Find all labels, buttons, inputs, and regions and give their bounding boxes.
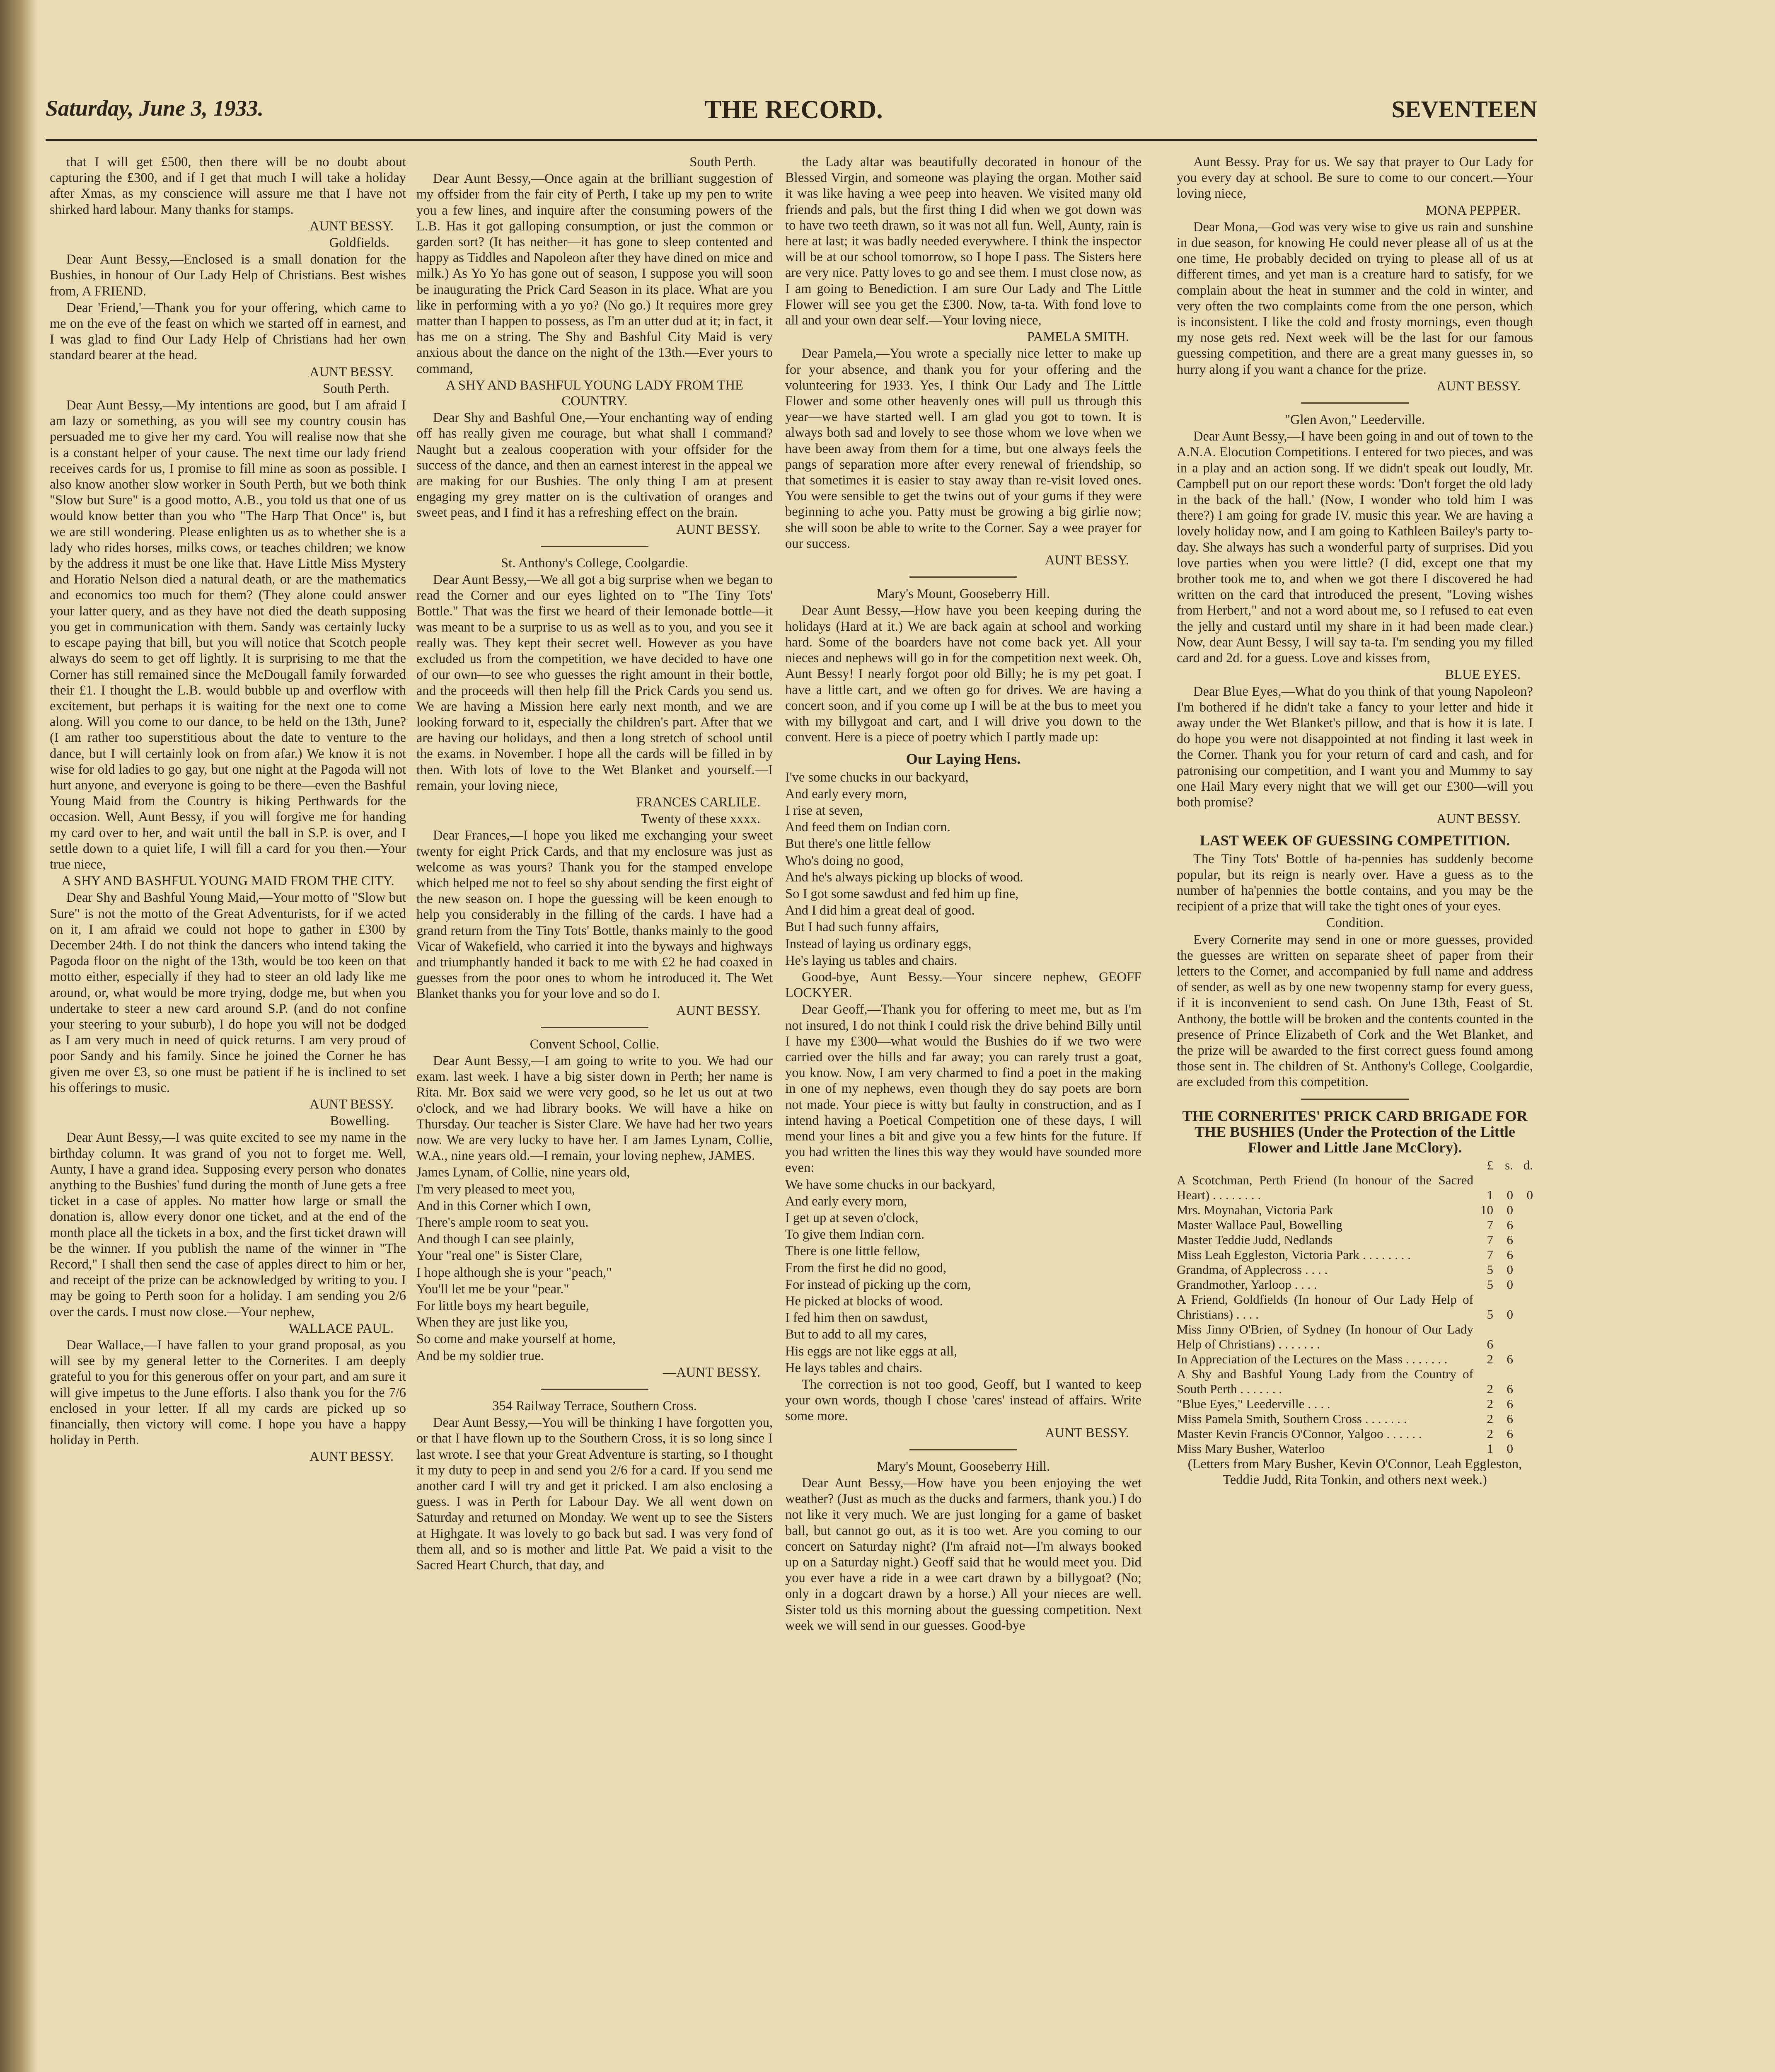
poem-line: But to add to all my cares, xyxy=(785,1327,927,1342)
poem-line: But there's one little fellow xyxy=(785,836,931,852)
poem-line: From the first he did no good, xyxy=(785,1260,947,1276)
amount-shillings: 10 xyxy=(1480,1203,1493,1218)
letter-location: "Glen Avon," Leederville. xyxy=(1284,412,1425,428)
signature: FRANCES CARLILE. xyxy=(636,794,760,810)
donations-units-row xyxy=(1177,1158,1533,1173)
table-row xyxy=(1177,1262,1533,1277)
letter-text: Dear Aunt Bessy,—How have you been keeping during the holidays (Hard at it.) We are back again at school and working hard. Some of the boarders have not come back yet. All your nieces and nephews will go in for the competition next week. Oh, Aunt Bessy! I nearly forgot poor old Billy; he is my pet goat. I have a little cart, and we often go for drives. We are having a concert soon, and if you come up I will be at the bus to meet you with my billygoat and cart, and I will drive you down to the convent. Here is a piece of poetry which I partly made up: xyxy=(785,603,1141,745)
poem-line: I've some chucks in our backyard, xyxy=(785,770,969,785)
poem-line: He's laying us tables and chairs. xyxy=(785,953,958,968)
donor-name: Miss Jinny O'Brien, of Sydney (In honour of Our Lady Help of Christians) . . . . . . . xyxy=(1177,1322,1473,1352)
letter-location: 354 Railway Terrace, Southern Cross. xyxy=(492,1399,697,1414)
poem-line: To give them Indian corn. xyxy=(785,1227,925,1242)
signature: BLUE EYES. xyxy=(1445,667,1521,683)
donor-name: In Appreciation of the Lectures on the Mass . . . . . . . xyxy=(1177,1352,1448,1367)
amount-pence: 6 xyxy=(1507,1426,1513,1441)
table-row xyxy=(1177,1218,1533,1232)
amount-shillings: 2 xyxy=(1487,1426,1493,1441)
table-row xyxy=(1177,1247,1533,1262)
poem-line: For instead of picking up the corn, xyxy=(785,1277,971,1292)
letter-location: Convent School, Collie. xyxy=(530,1036,660,1052)
reply-text: Dear Blue Eyes,—What do you think of that young Napoleon? I'm bothered if he didn't take a fancy to your letter and hide it away under the Wet Blanket's pillow, and that is how it is late. I do hope you were not disappointed at not finding it last week in the Corner. Thank you for your return of card and cash, and for patronising our competition, and I want you and Mummy to say one Hail Mary every night that we will get our £300—will you both promise? xyxy=(1177,684,1533,810)
signature: AUNT BESSY. xyxy=(1436,811,1521,827)
donor-name: Mrs. Moynahan, Victoria Park xyxy=(1177,1203,1333,1218)
letter-text: Dear Aunt Bessy,—Enclosed is a small donation for the Bushies, in honour of Our Lady Help of Christians. Best wishes from, A FRIEND. xyxy=(50,252,406,299)
poem-line: He picked at blocks of wood. xyxy=(785,1294,943,1309)
letter-text: Dear Aunt Bessy,—I was quite excited to see my name in the birthday column. It was grand of you not to forget me. Well, Aunty, I have a grand idea. Supposing every person who donates anything to the Bushies' fund during the month of June gets a free ticket in a case of apples. No matter how large or small the donation is, allow every donor one ticket, and at the end of the month place all the tickets in a box, and the first ticket drawn will be the winner. If you publish the name of the winner in "The Record," I shall then send the case of apples direct to him or her, and receipt of the prize can be acknowledged by writing to you. I may be going to Perth soon for a holiday. I am sending you 2/6 over the cards. I must now close.—Your nephew, xyxy=(50,1130,406,1319)
reply-text: Dear Pamela,—You wrote a specially nice letter to make up for your absence, and thank you for your offering and the volunteering for 1933. Yes, I think Our Lady and The Little Flower and some other heavenly ones will pull us through this year—we have started well. I am glad you got to town. It is always both sad and lovely to see those whom we love when we have been away from them for a time, but one always feels the pangs of separation more after every renewal of friendship, so that sometimes it is easier to stay away than re-visit loved ones. You were sensible to get the twins out of your gums if they were beginning to ache you. Patty must be growing a big girlie now; she will soon be able to write to the Corner. Say a wee prayer for our success. xyxy=(785,346,1141,551)
poem-line: And early every morn, xyxy=(785,1193,907,1209)
column-4 xyxy=(1177,154,1533,2072)
section-divider xyxy=(541,1027,648,1028)
issue-date: Saturday, June 3, 1933. xyxy=(46,96,264,121)
poem-line: I fed him then on sawdust, xyxy=(785,1310,928,1326)
brigade-heading: THE CORNERITES' PRICK CARD BRIGADE FOR THE BUSHIES (Under the Protection of the Little Flower and Little Jane McClory). xyxy=(1182,1107,1528,1156)
donor-name: Grandmother, Yarloop . . . . xyxy=(1177,1277,1317,1292)
table-row: Miss Jinny O'Brien, of Sydney (In honour of Our Lady Help of Christians) . . . . . . . 6 xyxy=(1177,1322,1533,1352)
table-row xyxy=(1177,1203,1533,1218)
unit-pence: d. xyxy=(1523,1158,1533,1173)
amount-pence: 0 xyxy=(1507,1262,1513,1277)
amount-shillings: 5 xyxy=(1487,1262,1493,1277)
poem-line: And be my soldier true. xyxy=(416,1348,544,1363)
amount-shillings: 0 xyxy=(1507,1188,1513,1203)
header-rule xyxy=(46,139,1537,141)
poem-line: For little boys my heart beguile, xyxy=(416,1298,590,1314)
amount-shillings: 7 xyxy=(1487,1218,1493,1232)
section-divider xyxy=(909,576,1017,578)
amount-pence: 6 xyxy=(1507,1232,1513,1247)
letter-text: Dear Aunt Bessy,—I have been going in and out of town to the A.N.A. Elocution Competitions. I entered for two pieces, and was in a play and an action song. If we didn't speak out loudly, Mr. Campbell put on our report these words: 'Don't forget the old lady in the back of the hall.' (Now, I wonder who told him I was there?) I am going for grade IV. music this year. We are having a lovely holiday now, and I am going to Kathleen Bailey's party to-day. She always has such a wonderful party of surprises. Did you love parties when you were little? (I did, except one that my brother took me to, and when we got there I discovered he had written on the card that introduced the present, "Loving wishes from Herbert," and not a word about me, so I refused to eat even the jelly and custard until my share in it had been made clear.) Now, dear Aunt Bessy, I will say ta-ta. I'm sending you my filled card and 2d. for a guess. Love and kisses from, xyxy=(1177,429,1533,666)
amount-pence: 0 xyxy=(1507,1441,1513,1456)
amount-shillings: 5 xyxy=(1487,1307,1493,1322)
amount-pence: 6 xyxy=(1507,1382,1513,1397)
table-row xyxy=(1177,1367,1533,1397)
reply-text: Dear 'Friend,'—Thank you for your offering, which came to me on the eve of the feast on which we started off in earnest, and I was glad to find Our Lady Help of Christians had her own standard bearer at the head. xyxy=(50,300,406,363)
table-row xyxy=(1177,1292,1533,1322)
signature: A SHY AND BASHFUL YOUNG MAID FROM THE CITY. xyxy=(61,874,394,889)
section-divider xyxy=(1301,402,1409,404)
signature: AUNT BESSY. xyxy=(1436,378,1521,394)
letter-location: Mary's Mount, Gooseberry Hill. xyxy=(876,1459,1050,1474)
letter-location: Goldfields. xyxy=(329,235,389,251)
poem-line: So come and make yourself at home, xyxy=(416,1331,616,1347)
donor-name: Master Kevin Francis O'Connor, Yalgoo . . . . . . xyxy=(1177,1426,1422,1441)
table-row xyxy=(1177,1277,1533,1292)
donor-name: A Shy and Bashful Young Lady from the Country of South Perth . . . . . . . xyxy=(1177,1367,1473,1397)
binding-shadow xyxy=(0,0,37,2072)
condition-text: Every Cornerite may send in one or more guesses, provided the guesses are written on separate sheet of paper from their letters to the Corner, and accompanied by full name and address of sender, as well as by one new twopenny stamp for every guess, if it is inconvenient to send cash. On June 13th, Feast of St. Anthony, the bottle will be broken and the contents counted in the presence of Prince Elizabeth of Cork and the Wet Blanket, and the prize will be awarded to the first correct guess found among those sent in. The children of St. Anthony's College, Coolgardie, are excluded from this competition. xyxy=(1177,932,1533,1090)
poem-line: I hope although she is your "peach," xyxy=(416,1265,612,1280)
poem-line: I rise at seven, xyxy=(785,803,863,818)
reply-text: Dear Frances,—I hope you liked me exchanging your sweet twenty for eight Prick Cards, and that my enclosure was just as welcome as was yours? Thank you for the stamped envelope which helped me not to feel so shy about sending the first eight of the new season on. I hope the guessing will be keen enough to help you considerably in the filling of the cards. I have had a grand return from the Tiny Tots' Bottle, thanks mainly to the good Vicar of Wakefield, who carried it into the byways and highways and triumphantly handed it back to me with £2 he had coaxed in guesses from the poor ones to whom he introduced it. The Wet Blanket thanks you for your love and so do I. xyxy=(416,828,773,1002)
letter-text: Dear Aunt Bessy,—We all got a big surprise when we began to read the Corner and our eyes lighted on to "The Tiny Tots' Bottle." That was the first we heard of their lemonade bottle—it was meant to be a surprise to us as well as to you, and you see it really was. They kept their secret well. However as you have excluded us from the competition, we have decided to have one of our own—to see who guesses the right amount in their bottle, and the proceeds will then help fill the Prick Cards you send us. We are having a Mission here early next month, and we are looking forward to it, especially the children's part. After that we are having our holidays, and then a long stretch of school until the exams. in November. I hope all the cards will be filled in by then. With lots of love to the Wet Blanket and yourself.—I remain, your loving niece, xyxy=(416,572,773,793)
signature: AUNT BESSY. xyxy=(310,1097,394,1112)
amount-shillings: 5 xyxy=(1487,1277,1493,1292)
table-row xyxy=(1177,1397,1533,1411)
signature: AUNT BESSY. xyxy=(676,522,760,537)
amount-pence: 6 xyxy=(1507,1397,1513,1411)
donor-name: Miss Mary Busher, Waterloo xyxy=(1177,1441,1325,1456)
table-row xyxy=(1177,1441,1533,1456)
poem-line: Who's doing no good, xyxy=(785,853,904,868)
signature: AUNT BESSY. xyxy=(676,1003,760,1018)
column-1 xyxy=(50,154,406,2072)
amount-pence: 0 xyxy=(1526,1188,1533,1203)
donor-name: "Blue Eyes," Leederville . . . . xyxy=(1177,1397,1330,1411)
poem-line: When they are just like you, xyxy=(416,1315,568,1330)
signature: MONA PEPPER. xyxy=(1425,203,1521,218)
donor-name: Miss Leah Eggleston, Victoria Park . . . . . . . . xyxy=(1177,1247,1411,1262)
signature: AUNT BESSY. xyxy=(310,364,394,380)
letter-text: that I will get £500, then there will be no doubt about capturing the £300, and if I get that much I will take a holiday after Xmas, as my conscience will assure me that I have not shirked hard labour. Many thanks for stamps. xyxy=(50,155,406,217)
unit-shillings: s. xyxy=(1505,1158,1513,1173)
donor-name: A Friend, Goldfields (In honour of Our Lady Help of Christians) . . . . xyxy=(1177,1292,1473,1322)
amount-pence: 6 xyxy=(1507,1411,1513,1426)
poem-line: We have some chucks in our backyard, xyxy=(785,1177,996,1192)
reply-text: Dear Geoff,—Thank you for offering to meet me, but as I'm not insured, I do not think I could risk the drive behind Billy until I have my £300—what would the Bushies do if we two were carried over the hills and far away; you can rarely trust a goat, you know. Now, I am very charmed to find a poet in the making in one of my nephews, even though they do say poets are born not made. Your piece is witty but faulty in construction, and as I intend having a Poetical Competition one of these days, I will mend your lines a bit and give you a few hints for the future. If you had written the lines this way they would have sounded more even: xyxy=(785,1002,1141,1176)
table-row xyxy=(1177,1411,1533,1426)
reply-text: Dear Wallace,—I have fallen to your grand proposal, as you will see by my general letter to the Cornerites. I am deeply grateful to you for this generous offer on your part, and am sure it will give impetus to the June efforts. I also thank you for the 7/6 enclosed in your letter. If all my cards are picked up so financially, then victory will come. I hope you have a happy holiday in Perth. xyxy=(50,1338,406,1448)
amount-shillings: 7 xyxy=(1487,1247,1493,1262)
column-3 xyxy=(785,154,1141,2072)
signature: —AUNT BESSY. xyxy=(663,1365,760,1380)
amount-pence: 6 xyxy=(1507,1247,1513,1262)
signature: AUNT BESSY. xyxy=(1045,1425,1129,1440)
poem-line: And feed them on Indian corn. xyxy=(785,820,950,835)
letter-location: St. Anthony's College, Coolgardie. xyxy=(501,555,688,571)
donor-name: Grandma, of Applecross . . . . xyxy=(1177,1262,1328,1277)
poem-line: And though I can see plainly, xyxy=(416,1232,574,1247)
poem-line: And he's always picking up blocks of wood. xyxy=(785,869,1023,885)
table-row xyxy=(1177,1232,1533,1247)
amount-pence xyxy=(1493,1322,1513,1352)
signature: PAMELA SMITH. xyxy=(1027,329,1129,345)
table-row xyxy=(1177,1173,1533,1203)
donor-name: A Scotchman, Perth Friend (In honour of the Sacred Heart) . . . . . . . . xyxy=(1177,1173,1473,1203)
letter-location: South Perth. xyxy=(323,381,389,396)
poem-line: And in this Corner which I own, xyxy=(416,1198,591,1213)
condition-heading: Condition. xyxy=(1326,915,1384,931)
poem-line: His eggs are not like eggs at all, xyxy=(785,1343,958,1359)
poem-line: And I did him a great deal of good. xyxy=(785,903,975,918)
section-divider xyxy=(541,546,648,547)
letter-location: Bowelling. xyxy=(330,1113,389,1129)
letter-text: Dear Aunt Bessy,—You will be thinking I have forgotten you, or that I have flown up to the Southern Cross, it is so long since I last wrote. I see that your Great Adventure is starting, so I thought it my duty to peep in and send you 2/6 for a card. If you send me another card I will try and get it pricked. I am also enclosing a guess. I was in Perth for Labour Day. We all went down on Saturday and returned on Monday. We went up to see the Sisters at Highgate. It was lovely to go back but sad. I was very fond of them all, and so is mother and little Pat. We paid a visit to the Sacred Heart Church, that day, and xyxy=(416,1415,773,1573)
amount-shillings: 2 xyxy=(1487,1382,1493,1397)
signature: AUNT BESSY. xyxy=(310,1449,394,1464)
poem-title: Our Laying Hens. xyxy=(906,750,1021,767)
letter-location: Mary's Mount, Gooseberry Hill. xyxy=(876,586,1050,602)
letter-text: Dear Aunt Bessy,—Once again at the brilliant suggestion of my offsider from the fair city of Perth, I take up my pen to write you a few lines, and inquire after the consuming powers of the L.B. Has it got galloping consumption, or just the common or garden sort? (It has neither—it has gone to sleep contented and happy as Tiddles and Napoleon after they have dined on mice and milk.) As Yo Yo has gone out of season, I suppose you will soon be inaugurating the Prick Card Season in its place. What are you like in performing with a yo yo? (No go.) It requires more grey matter than I happen to possess, as I'm an utter dud at it; in fact, it has me on a string. The Shy and Bashful City Maid is very anxious about the dance on the night of the 13th.—Ever yours to command, xyxy=(416,171,773,376)
amount-shillings: 2 xyxy=(1487,1411,1493,1426)
reply-text: The correction is not too good, Geoff, but I wanted to keep your own words, though I chose 'cares' instead of affairs. Write some more. xyxy=(785,1377,1141,1424)
poem-line: You'll let me be your "pear." xyxy=(416,1281,569,1297)
competition-heading: LAST WEEK OF GUESSING COMPETITION. xyxy=(1199,832,1510,849)
amount-pence: 0 xyxy=(1507,1203,1513,1218)
section-divider xyxy=(541,1389,648,1390)
amount-shillings: 1 xyxy=(1487,1441,1493,1456)
reply-text: Dear Shy and Bashful One,—Your enchanting way of ending off has really given me courage, but what shall I command? Naught but a zealous cooperation with your offsider for the success of the dance, and then an earnest interest in the appeal we are making for our Bushies. The only thing I am at present engaging my grey matter on is the cultivation of oranges and sweet peas, and I find it has a refreshing effect on the brain. xyxy=(416,410,773,520)
letter-text: Dear Aunt Bessy,—I am going to write to you. We had our exam. last week. I have a big sister down in Perth; her name is Rita. Mr. Box said we were very good, so he let us out at two o'clock, and we had library books. We will have a hike on Thursday. Our teacher is Sister Clare. We have had her two years now. We are very lucky to have her. I am James Lynam, Collie, W.A., nine years old.—I remain, your loving nephew, JAMES. xyxy=(416,1053,773,1164)
section-divider xyxy=(909,1449,1017,1450)
signature: AUNT BESSY. xyxy=(1045,553,1129,568)
letter-text: Aunt Bessy. Pray for us. We say that prayer to Our Lady for you every day at school. Be sure to come to our concert.—Your loving niece, xyxy=(1177,155,1533,201)
reply-text: Dear Shy and Bashful Young Maid,—Your motto of "Slow but Sure" is not the motto of the Great Adventurists, for if we acted on it, I am afraid we could not hope to gather in £300 by December 24th. I do not think the dancers who intend taking the Pagoda floor on the night of the 13th, would be too keen on that motto either, especially if they had to steer an old lady like me around, or, what would be more trying, dodge me, but when you undertake to steer a new card around S.P. (and do not confine your steering to your suburb), I do hope you will not be dodged as I am very much in need of quick returns. I am very proud of poor Sandy and his family. Since he joined the Corner he has given me over £3, so one must be patient if he is inclined to set his offerings to music. xyxy=(50,890,406,1095)
page-number: SEVENTEEN xyxy=(1391,96,1537,123)
signature: A SHY AND BASHFUL YOUNG LADY FROM THE COUNTRY. xyxy=(446,378,743,409)
next-week-note: (Letters from Mary Busher, Kevin O'Connor, Leah Eggleston, Teddie Judd, Rita Tonkin, and others next week.) xyxy=(1187,1457,1522,1488)
poem-line: There's ample room to seat you. xyxy=(416,1215,589,1230)
poem-line: But I had such funny affairs, xyxy=(785,920,939,935)
amount-shillings: 2 xyxy=(1487,1352,1493,1367)
letter-text: Dear Aunt Bessy,—My intentions are good, but I am afraid I am lazy or something, as you will see my country cousin has persuaded me to give her my card. You will realise now that she is a constant helper of your cause. The next time our lady friend receives cards for us, I promise to fill mine as soon as possible. I also know another slow worker in South Perth, but we both think "Slow but Sure" is a good motto, A.B., you told us that one of us would know better than you who "The Harp That Once" is, but we are still wondering. Please enlighten us as to whether she is a lady who rides horses, milks cows, or teaches children; we know by the address it must be one like that. Have Little Miss Mystery and Horatio Nelson died a natural death, or are the mathematics and economics too much for them? (They alone could answer your latter query, and as they have not died the death supposing you get in communication with them. Sandy was certainly lucky to escape paying that bill, but you will notice that Scotch people always do seem to get off lightly. It is surprising to me that the Corner has still remained since the McDougall family forwarded their £1. I thought the L.B. would bubble up and overflow with excitement, but perhaps it is waiting for the next one to come along. Will you come to our dance, to be held on the 13th, June? (I am rather too superstitious about the date to venture to the dance, but I will certainly look on from afar.) We know it is not wise for old ladies to go gay, but one night at the Pagoda will not hurt anyone, and everyone is going to be there—even the Bashful Young Maid from the Country is hiking Perthwards for the occasion. Well, Aunt Bessy, if you will forgive me for handing my card over to her, and wait until the ball in S.P. is over, and I settle down to a quiet life, I will fill a card for you then.—Your true niece, xyxy=(50,398,406,872)
table-row xyxy=(1177,1426,1533,1441)
donor-name: Master Wallace Paul, Bowelling xyxy=(1177,1218,1342,1232)
amount-pence: 0 xyxy=(1507,1277,1513,1292)
unit-pounds: £ xyxy=(1487,1158,1493,1173)
amount-shillings: 7 xyxy=(1487,1232,1493,1247)
letter-text: the Lady altar was beautifully decorated in honour of the Blessed Virgin, and someone was playing the organ. Mother said it was like having a wee peep into heaven. We visited many old friends and pals, but the first thing I did when we got down was to have two teeth drawn, so it was not all fun. Well, Aunty, rain is here at last; it was badly needed everywhere. I think the inspector will be at our school tomorrow, so I hope I pass. The Sisters here are very nice. Patty loves to go and see them. I must close now, as I am going to Benediction. I am sure Our Lady and The Little Flower will see you get the £300. Now, ta-ta. With fond love to all and your own dear self.—Your loving niece, xyxy=(785,155,1141,328)
amount-pounds: 1 xyxy=(1487,1188,1493,1203)
amount-pence: 6 xyxy=(1507,1218,1513,1232)
poem-line: James Lynam, of Collie, nine years old, xyxy=(416,1165,630,1180)
page-header xyxy=(46,91,1537,141)
amount-pence: 0 xyxy=(1507,1307,1513,1322)
poem-line: There is one little fellow, xyxy=(785,1244,920,1259)
amount-pence: 6 xyxy=(1507,1352,1513,1367)
poem-line: Instead of laying us ordinary eggs, xyxy=(785,936,972,951)
amount-shillings: 2 xyxy=(1487,1397,1493,1411)
donations-table xyxy=(1177,1158,1533,1456)
poem-line: I get up at seven o'clock, xyxy=(785,1210,919,1225)
donor-name: Master Teddie Judd, Nedlands xyxy=(1177,1232,1333,1247)
section-divider xyxy=(1301,1099,1409,1100)
poem-line: I'm very pleased to meet you, xyxy=(416,1181,576,1197)
table-row xyxy=(1177,1352,1533,1367)
masthead-title: THE RECORD. xyxy=(704,96,883,124)
signature: WALLACE PAUL. xyxy=(288,1321,394,1336)
poem-line: Your "real one" is Sister Clare, xyxy=(416,1248,583,1264)
donor-name: Miss Pamela Smith, Southern Cross . . . . . . . xyxy=(1177,1411,1407,1426)
poem-line: And early every morn, xyxy=(785,786,907,801)
poem-line: So I got some sawdust and fed him up fine, xyxy=(785,886,1019,901)
letter-text: Dear Aunt Bessy,—How have you been enjoying the wet weather? (Just as much as the ducks and farmers, thank you.) I do not like it very much. We are just longing for a game of basket ball, but cannot go out, as it is too wet. Are you coming to our concert on Saturday night? (I'm afraid not—I'm always booked up on a Saturday night.) Geoff said that he would meet you. Did you ever have a ride in a wee cart drawn by a billygoat? (No; only in a dogcart drawn by a horse.) All your nieces are well. Sister told us this morning about the guessing competition. Next week we will send in our guesses. Good-bye xyxy=(785,1476,1141,1633)
signature: AUNT BESSY. xyxy=(310,218,394,234)
letter-text: Good-bye, Aunt Bessy.—Your sincere nephew, GEOFF LOCKYER. xyxy=(785,969,1141,1001)
poem-line: He lays tables and chairs. xyxy=(785,1360,923,1375)
competition-text: The Tiny Tots' Bottle of ha-pennies has suddenly become popular, but its reign is nearly over. Have a guess as to the number of ha'pennies the bottle contains, and you may be the recipient of a prize that will take the tight ones of your eyes. xyxy=(1177,851,1533,914)
kisses-line: Twenty of these xxxx. xyxy=(641,811,760,827)
column-2 xyxy=(416,154,773,2072)
letter-location: South Perth. xyxy=(689,155,756,169)
reply-text: Dear Mona,—God was very wise to give us rain and sunshine in due season, for knowing He could never please all of us at the one time, He probably decided on trying to please all of us at different times, and yet man is a creature hard to satisfy, for we complain about the heat in summer and the cold in winter, and very often the two complaints come from the one person, which is inconsistent. I like the cold and frosty mornings, even though my nose gets red. Next week will be the last for our famous guessing competition, and there are a great many guesses in, so hurry along if you want a chance for the prize. xyxy=(1177,219,1533,377)
